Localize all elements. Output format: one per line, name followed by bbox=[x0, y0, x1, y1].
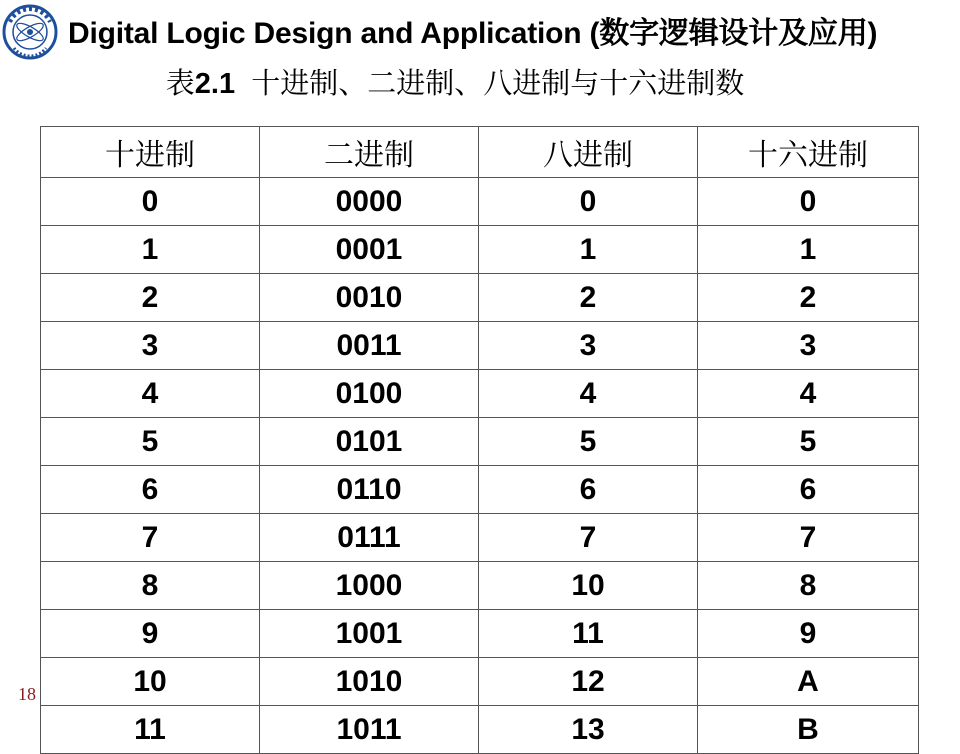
header-hexadecimal: 十六进制 bbox=[698, 127, 919, 178]
cell-octal: 2 bbox=[479, 274, 698, 322]
cell-octal: 1 bbox=[479, 226, 698, 274]
cell-hex: 0 bbox=[698, 178, 919, 226]
cell-octal: 4 bbox=[479, 370, 698, 418]
cell-decimal: 10 bbox=[41, 658, 260, 706]
cell-binary: 0001 bbox=[260, 226, 479, 274]
cell-hex: 4 bbox=[698, 370, 919, 418]
cell-hex: 2 bbox=[698, 274, 919, 322]
cell-octal: 12 bbox=[479, 658, 698, 706]
cell-decimal: 2 bbox=[41, 274, 260, 322]
table-caption bbox=[0, 64, 910, 104]
cell-hex: 7 bbox=[698, 514, 919, 562]
cell-hex: 5 bbox=[698, 418, 919, 466]
caption-text: 十进制、二进制、八进制与十六进制数 bbox=[251, 68, 745, 100]
cell-hex: 9 bbox=[698, 610, 919, 658]
table-row-partially-visible bbox=[41, 706, 919, 754]
cell-octal: 3 bbox=[479, 322, 698, 370]
cell-hex: 8 bbox=[698, 562, 919, 610]
table-row bbox=[41, 610, 919, 658]
university-logo-icon bbox=[2, 4, 58, 60]
number-system-table bbox=[40, 126, 919, 754]
cell-binary: 1010 bbox=[260, 658, 479, 706]
cell-binary: 0010 bbox=[260, 274, 479, 322]
cell-octal: 11 bbox=[479, 610, 698, 658]
cell-decimal: 7 bbox=[41, 514, 260, 562]
table-row bbox=[41, 322, 919, 370]
caption-number: 2.1 bbox=[194, 68, 236, 100]
table-row bbox=[41, 178, 919, 226]
cell-hex: 1 bbox=[698, 226, 919, 274]
cell-binary: 1000 bbox=[260, 562, 479, 610]
table-row bbox=[41, 274, 919, 322]
cell-decimal: 9 bbox=[41, 610, 260, 658]
cell-hex: B bbox=[698, 706, 919, 754]
page-number: 18 bbox=[18, 684, 36, 704]
cell-decimal: 8 bbox=[41, 562, 260, 610]
cell-decimal: 4 bbox=[41, 370, 260, 418]
cell-octal: 6 bbox=[479, 466, 698, 514]
header-decimal: 十进制 bbox=[41, 127, 260, 178]
cell-binary: 1001 bbox=[260, 610, 479, 658]
cell-binary: 1011 bbox=[260, 706, 479, 754]
cell-octal: 13 bbox=[479, 706, 698, 754]
table-row bbox=[41, 658, 919, 706]
cell-hex: 3 bbox=[698, 322, 919, 370]
table-row bbox=[41, 418, 919, 466]
table-row bbox=[41, 466, 919, 514]
cell-octal: 10 bbox=[479, 562, 698, 610]
cell-binary: 0011 bbox=[260, 322, 479, 370]
cell-binary: 0000 bbox=[260, 178, 479, 226]
caption-label: 表 bbox=[165, 68, 195, 100]
cell-decimal: 3 bbox=[41, 322, 260, 370]
cell-binary: 0110 bbox=[260, 466, 479, 514]
cell-binary: 0101 bbox=[260, 418, 479, 466]
table-row bbox=[41, 370, 919, 418]
cell-decimal: 6 bbox=[41, 466, 260, 514]
number-system-table-container bbox=[40, 126, 918, 746]
cell-decimal: 1 bbox=[41, 226, 260, 274]
table-row bbox=[41, 226, 919, 274]
table-row bbox=[41, 514, 919, 562]
cell-decimal: 11 bbox=[41, 706, 260, 754]
header-octal: 八进制 bbox=[479, 127, 698, 178]
slide-title: Digital Logic Design and Application (数字逻辑设计及应用) bbox=[68, 17, 878, 50]
table-row bbox=[41, 562, 919, 610]
table-header-row bbox=[41, 127, 919, 178]
cell-hex: 6 bbox=[698, 466, 919, 514]
cell-binary: 0111 bbox=[260, 514, 479, 562]
cell-decimal: 5 bbox=[41, 418, 260, 466]
cell-hex: A bbox=[698, 658, 919, 706]
header-binary: 二进制 bbox=[260, 127, 479, 178]
cell-octal: 7 bbox=[479, 514, 698, 562]
cell-binary: 0100 bbox=[260, 370, 479, 418]
cell-octal: 5 bbox=[479, 418, 698, 466]
cell-octal: 0 bbox=[479, 178, 698, 226]
cell-decimal: 0 bbox=[41, 178, 260, 226]
